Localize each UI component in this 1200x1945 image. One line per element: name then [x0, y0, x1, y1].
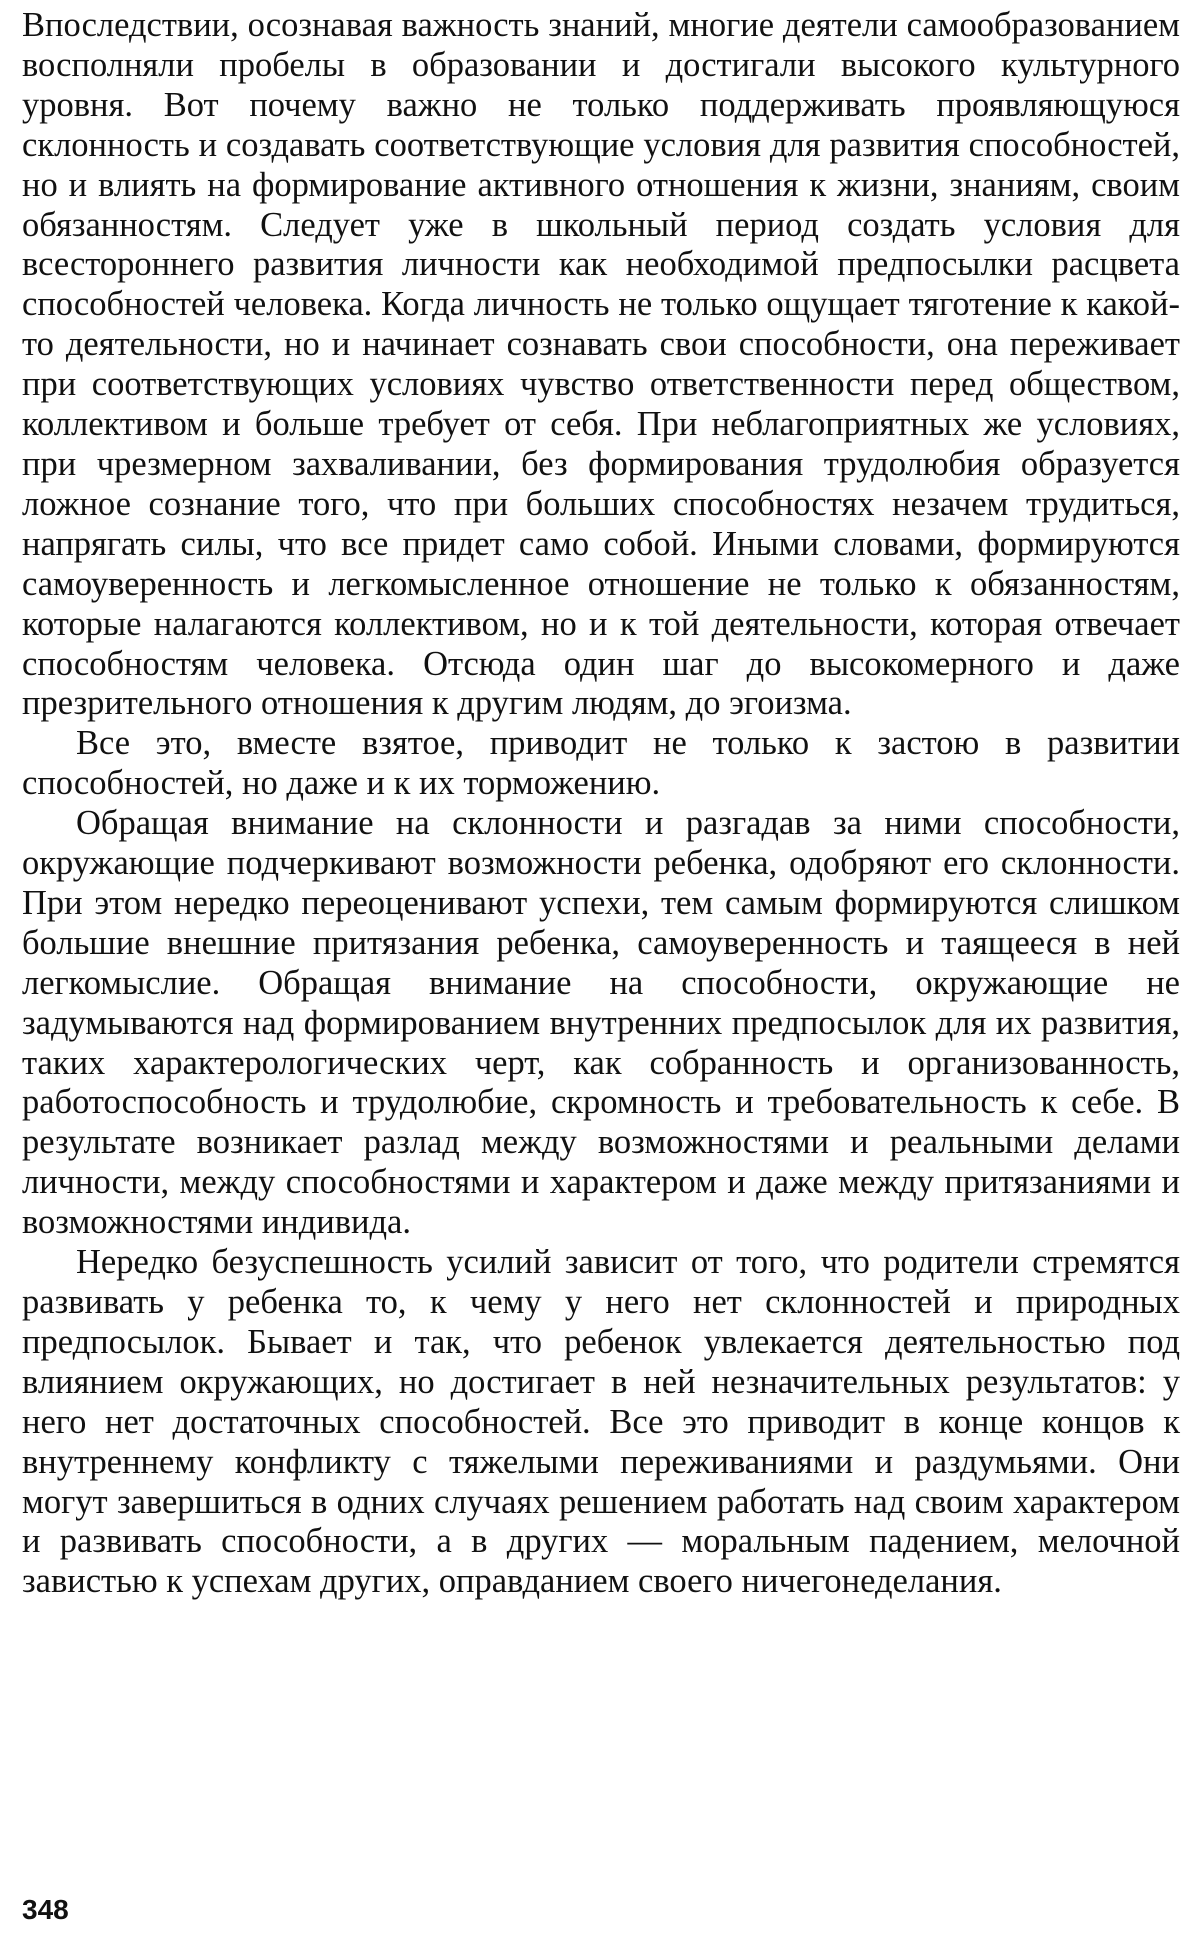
body-text: [22, 6, 1180, 1602]
page-number: 348: [22, 1894, 69, 1925]
paragraph-3: Обращая внимание на склонности и разгадав за ними способности, окружающие подчеркивают возможности ребенка, одобряют его склонности. При этом нередко переоценивают успехи, тем самым формируются слишком большие внешние притязания ребенка, самоуверенность и таящееся в ней легкомыслие. Обращая внимание на способности, окружающие не задумываются над формированием внутренних предпосылок для их развития, таких характерологических черт, как собранность и организованность, работоспособность и трудолюбие, скромность и требовательность к себе. В результате возникает разлад между возможностями и реальными делами личности, между способностями и характером и даже между притязаниями и возможностями индивида.: [22, 804, 1180, 1242]
paragraph-2: Все это, вместе взятое, приводит не только к застою в развитии способностей, но даже и к их торможению.: [22, 724, 1180, 803]
paragraph-1: Впоследствии, осознавая важность знаний, многие деятели самообразованием восполняли пробелы в образовании и достигали высокого культурного уровня. Вот почему важно не только поддерживать проявляющуюся склонность и создавать соответствующие условия для развития способностей, но и влиять на формирование активного отношения к жизни, знаниям, своим обязанностям. Следует уже в школьный период создать условия для всестороннего развития личности как необходимой предпосылки расцвета способностей человека. Когда личность не только ощущает тяготение к какой-то деятельности, но и начинает сознавать свои способности, она переживает при соответствующих условиях чувство ответственности перед обществом, коллективом и больше требует от себя. При неблагоприятных же условиях, при чрезмерном захваливании, без формирования трудолюбия образуется ложное сознание того, что при больших способностях незачем трудиться, напрягать силы, что все придет само собой. Иными словами, формируются самоуверенность и легкомысленное отношение не только к обязанностям, которые налагаются коллективом, но и к той деятельности, которая отвечает способностям человека. Отсюда один шаг до высокомерного и даже презрительного отношения к другим людям, до эгоизма.: [22, 6, 1180, 723]
paragraph-4: Нередко безуспешность усилий зависит от того, что родители стремятся развивать у ребенка то, к чему у него нет склонностей и природных предпосылок. Бывает и так, что ребенок увлекается деятельностью под влиянием окружающих, но достигает в ней незначительных результатов: у него нет достаточных способностей. Все это приводит в конце концов к внутреннему конфликту с тяжелыми переживаниями и раздумьями. Они могут завершиться в одних случаях решением работать над своим характером и развивать способности, а в других — моральным падением, мелочной завистью к успехам других, оправданием своего ничегонеделания.: [22, 1243, 1180, 1601]
